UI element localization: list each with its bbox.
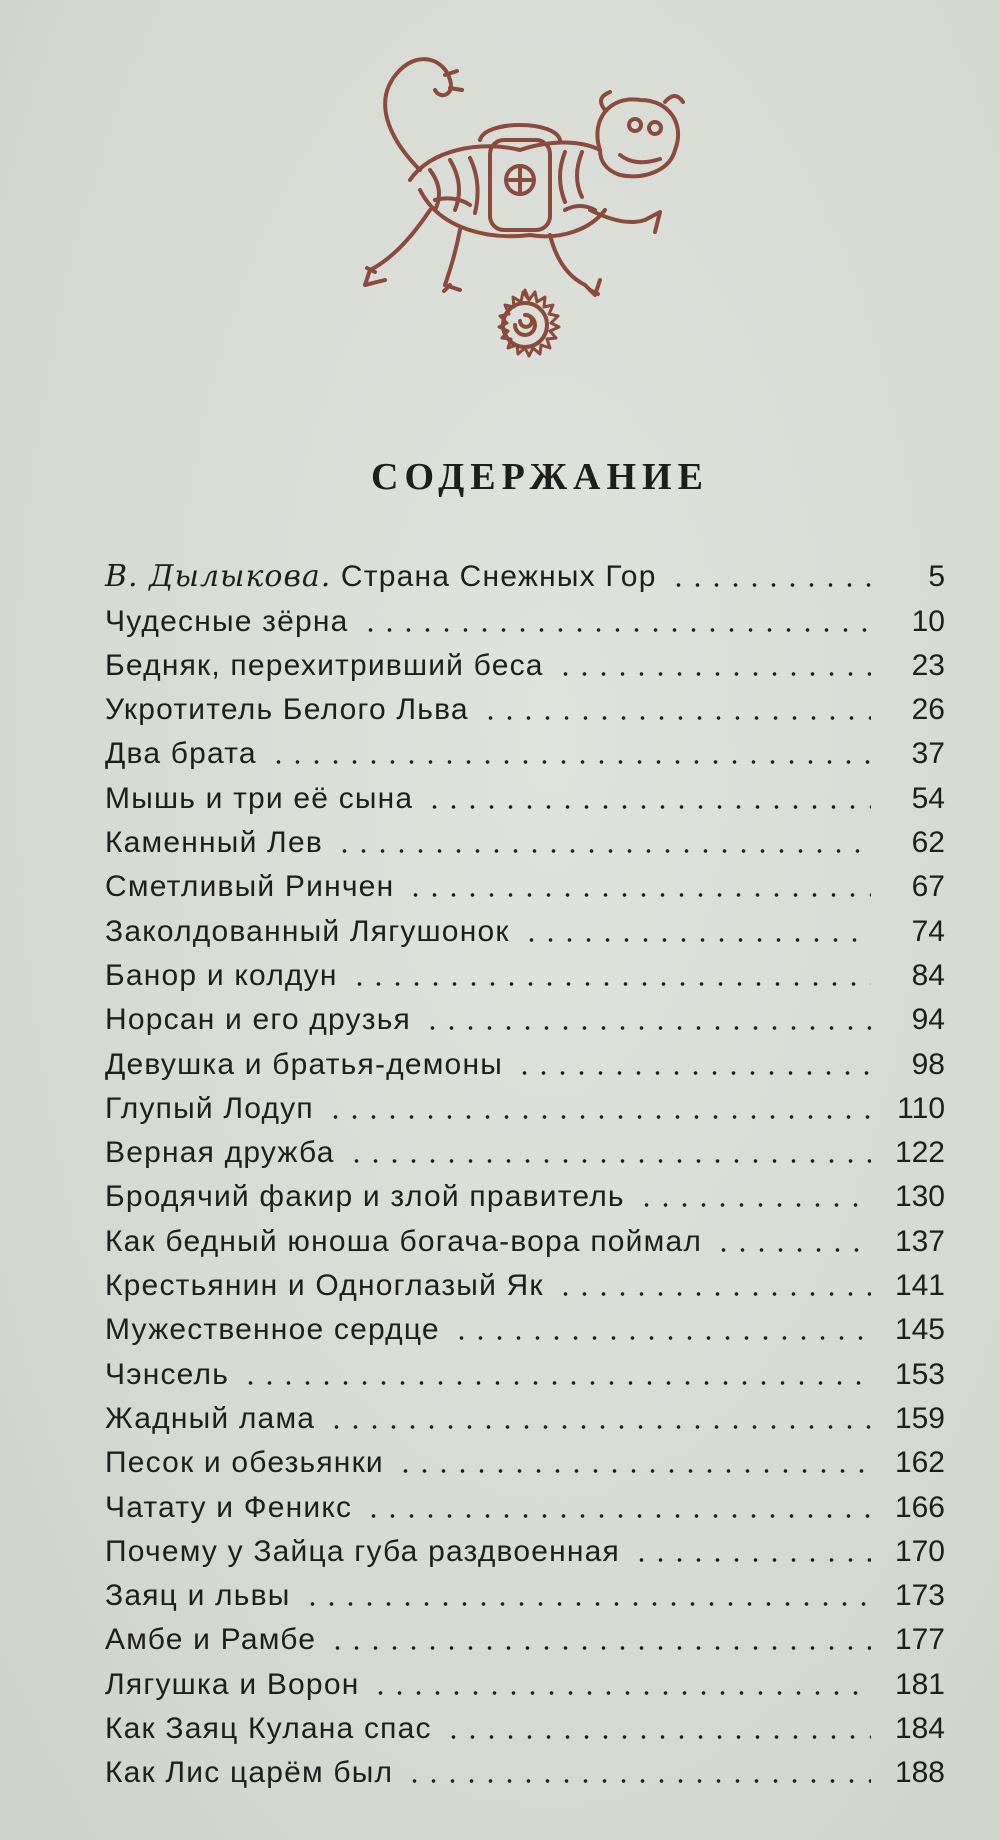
toc-entry[interactable]	[105, 858, 945, 902]
toc-entry[interactable]	[105, 1168, 945, 1212]
toc-entry-page-number: 122	[894, 1136, 945, 1170]
toc-entry[interactable]	[105, 1390, 945, 1434]
toc-entry-title-text: Банор и колдун	[105, 958, 338, 992]
dot-leader	[350, 981, 871, 987]
toc-entry-title-text: Чэнсель	[105, 1357, 230, 1391]
dot-leader	[327, 1424, 871, 1430]
toc-entry[interactable]	[105, 1080, 945, 1124]
toc-entry-title-text: Заколдованный Лягушонок	[105, 914, 510, 948]
toc-entry[interactable]	[105, 1655, 945, 1699]
toc-entry-title-text: Мужественное сердце	[105, 1313, 440, 1347]
toc-entry-page-number: 130	[894, 1180, 945, 1214]
toc-entry-title-text: Девушка и братья-демоны	[105, 1047, 503, 1081]
toc-entry-title	[105, 1534, 620, 1568]
toc-entry-title	[105, 1581, 291, 1611]
dot-leader	[425, 804, 871, 810]
toc-entry[interactable]	[105, 1744, 945, 1788]
toc-entry-title-text: Норсан и его друзья	[105, 1003, 411, 1037]
toc-entry-page-number: 184	[894, 1712, 945, 1746]
dot-leader	[714, 1247, 871, 1253]
toc-entry-title	[105, 1005, 411, 1035]
toc-entry-title	[105, 1714, 432, 1744]
toc-entry-page-number: 141	[894, 1269, 945, 1303]
toc-entry-title-text: Страна Снежных Гор	[340, 560, 657, 594]
dot-leader	[406, 892, 871, 898]
toc-entry-page-number: 94	[911, 1003, 945, 1037]
dot-leader	[515, 1070, 871, 1076]
dot-leader	[637, 1202, 871, 1208]
toc-entry-author: В. Дылыкова.	[105, 559, 332, 595]
toc-entry-title	[105, 1315, 440, 1345]
dot-leader	[481, 715, 871, 721]
toc-entry-title-text: Верная дружба	[105, 1136, 335, 1170]
toc-entry-page-number: 137	[894, 1224, 945, 1258]
toc-entry-title-text: Бедняк, перехитривший беса	[105, 648, 544, 682]
dot-leader	[522, 937, 871, 943]
toc-entry-title	[105, 1357, 230, 1391]
toc-entry-page-number: 145	[894, 1313, 945, 1347]
toc-entry-title	[105, 781, 414, 815]
toc-entry-title	[105, 648, 544, 682]
toc-entry-title	[105, 958, 338, 992]
toc-entry-title	[105, 828, 323, 858]
toc-entry[interactable]	[105, 1345, 945, 1389]
toc-entry-title-text: Крестьянин и Одноглазый Як	[105, 1269, 544, 1303]
dot-leader	[241, 1380, 871, 1386]
toc-entry-page-number: 170	[894, 1534, 945, 1568]
toc-entry[interactable]	[105, 1301, 945, 1345]
toc-entry[interactable]	[105, 592, 945, 636]
toc-entry-page-number: 74	[911, 914, 945, 948]
dot-leader	[423, 1025, 871, 1031]
page-title: СОДЕРЖАНИЕ	[371, 456, 709, 498]
toc-entry-title-text: Два брата	[105, 737, 257, 771]
toc-entry-page-number: 177	[894, 1623, 945, 1657]
dot-leader	[371, 1690, 871, 1696]
dot-leader	[452, 1335, 871, 1341]
toc-entry[interactable]	[105, 902, 945, 946]
toc-entry-title	[105, 1448, 384, 1478]
tiger-and-sun-illustration	[350, 40, 700, 380]
toc-entry-page-number: 10	[911, 604, 945, 638]
dot-leader	[347, 1158, 871, 1164]
toc-entry-title	[105, 604, 349, 638]
toc-entry[interactable]	[105, 548, 945, 595]
toc-entry-page-number: 23	[911, 648, 945, 682]
toc-entry-title-text: Как бедный юноша богача-вора поймал	[105, 1224, 703, 1258]
dot-leader	[669, 582, 871, 588]
toc-entry-title	[105, 1758, 393, 1788]
toc-entry[interactable]	[105, 1611, 945, 1655]
toc-entry[interactable]	[105, 1124, 945, 1168]
toc-entry-page-number: 110	[897, 1091, 945, 1125]
toc-entry-title	[105, 1271, 544, 1301]
toc-entry-title	[105, 1401, 316, 1435]
dot-leader	[361, 627, 871, 633]
toc-entry-title	[105, 1047, 503, 1081]
toc-entry-title-text: Лягушка и Ворон	[105, 1667, 360, 1701]
dot-leader	[556, 1291, 871, 1297]
toc-entry-title-text: Амбе и Рамбе	[105, 1623, 317, 1657]
toc-entry-title-text: Чудесные зёрна	[105, 604, 349, 638]
toc-entry-page-number: 5	[928, 560, 945, 594]
toc-entry-title	[105, 1667, 360, 1701]
toc-entry-title-text: Мышь и три её сына	[105, 781, 414, 815]
toc-entry-title-text: Заяц и львы	[105, 1579, 291, 1613]
toc-entry[interactable]	[105, 725, 945, 769]
toc-entry-page-number: 54	[911, 781, 945, 815]
toc-entry-page-number: 173	[894, 1579, 945, 1613]
toc-entry-title	[105, 872, 394, 902]
dot-leader	[396, 1468, 871, 1474]
toc-entry-page-number: 37	[911, 737, 945, 771]
toc-entry-page-number: 84	[911, 958, 945, 992]
toc-entry[interactable]	[105, 1257, 945, 1301]
toc-entry[interactable]	[105, 947, 945, 991]
dot-leader	[303, 1601, 872, 1607]
dot-leader	[556, 671, 871, 677]
dot-leader	[405, 1778, 871, 1784]
toc-entry[interactable]	[105, 814, 945, 858]
dot-leader	[335, 848, 871, 854]
toc-entry-title	[105, 695, 469, 725]
toc-entry-title-text: Как Заяц Кулана спас	[105, 1712, 432, 1746]
toc-entry[interactable]	[105, 1035, 945, 1079]
toc-entry-title	[105, 1490, 353, 1524]
toc-entry-page-number: 181	[894, 1667, 945, 1701]
toc-entry[interactable]	[105, 1434, 945, 1478]
toc-entry[interactable]	[105, 1523, 945, 1567]
toc-entry-title-text: Чатату и Феникс	[105, 1490, 353, 1524]
toc-entry[interactable]	[105, 1567, 945, 1611]
toc-entry-title	[105, 1625, 316, 1655]
dot-leader	[364, 1513, 871, 1519]
dot-leader	[632, 1557, 871, 1563]
toc-entry-title-text: Песок и обезьянки	[105, 1446, 384, 1480]
toc-entry[interactable]	[105, 769, 945, 813]
toc-entry-page-number: 67	[911, 870, 945, 904]
toc-entry[interactable]	[105, 991, 945, 1035]
table-of-contents	[105, 548, 945, 1788]
toc-entry[interactable]	[105, 637, 945, 681]
toc-entry-title-text: Каменный Лев	[105, 826, 323, 860]
toc-entry-page-number: 166	[894, 1490, 945, 1524]
toc-entry[interactable]	[105, 1700, 945, 1744]
dot-leader	[444, 1734, 871, 1740]
toc-entry[interactable]	[105, 1212, 945, 1256]
toc-entry-page-number: 159	[894, 1401, 945, 1435]
dot-leader	[269, 759, 871, 765]
toc-entry[interactable]	[105, 1478, 945, 1522]
toc-entry-title-text: Укротитель Белого Льва	[105, 693, 469, 727]
toc-entry-title-text: Почему у Зайца губа раздвоенная	[105, 1534, 620, 1568]
toc-entry-title-text: Сметливый Ринчен	[105, 870, 395, 904]
toc-entry-title	[105, 1091, 314, 1125]
toc-entry-page-number: 153	[894, 1357, 945, 1391]
toc-entry-title	[105, 914, 510, 948]
toc-entry-title-text: Бродячий факир и злой правитель	[105, 1180, 625, 1214]
toc-entry-page-number: 98	[911, 1047, 945, 1081]
dot-leader	[326, 1114, 871, 1120]
toc-entry-page-number: 188	[894, 1756, 945, 1790]
toc-entry-title	[105, 739, 257, 769]
toc-entry-title-text: Глупый Лодуп	[105, 1091, 314, 1125]
toc-entry-title-text: Жадный лама	[105, 1401, 316, 1435]
toc-entry-title	[105, 1224, 703, 1258]
toc-entry-title-text: Как Лис царём был	[105, 1756, 394, 1790]
toc-entry-title	[105, 1138, 335, 1168]
toc-entry-page-number: 62	[911, 826, 945, 860]
toc-entry-title	[105, 1182, 625, 1212]
dot-leader	[328, 1645, 871, 1651]
toc-entry-page-number: 26	[911, 693, 945, 727]
toc-entry[interactable]	[105, 681, 945, 725]
toc-entry-title	[105, 559, 657, 595]
toc-entry-page-number: 162	[894, 1446, 945, 1480]
